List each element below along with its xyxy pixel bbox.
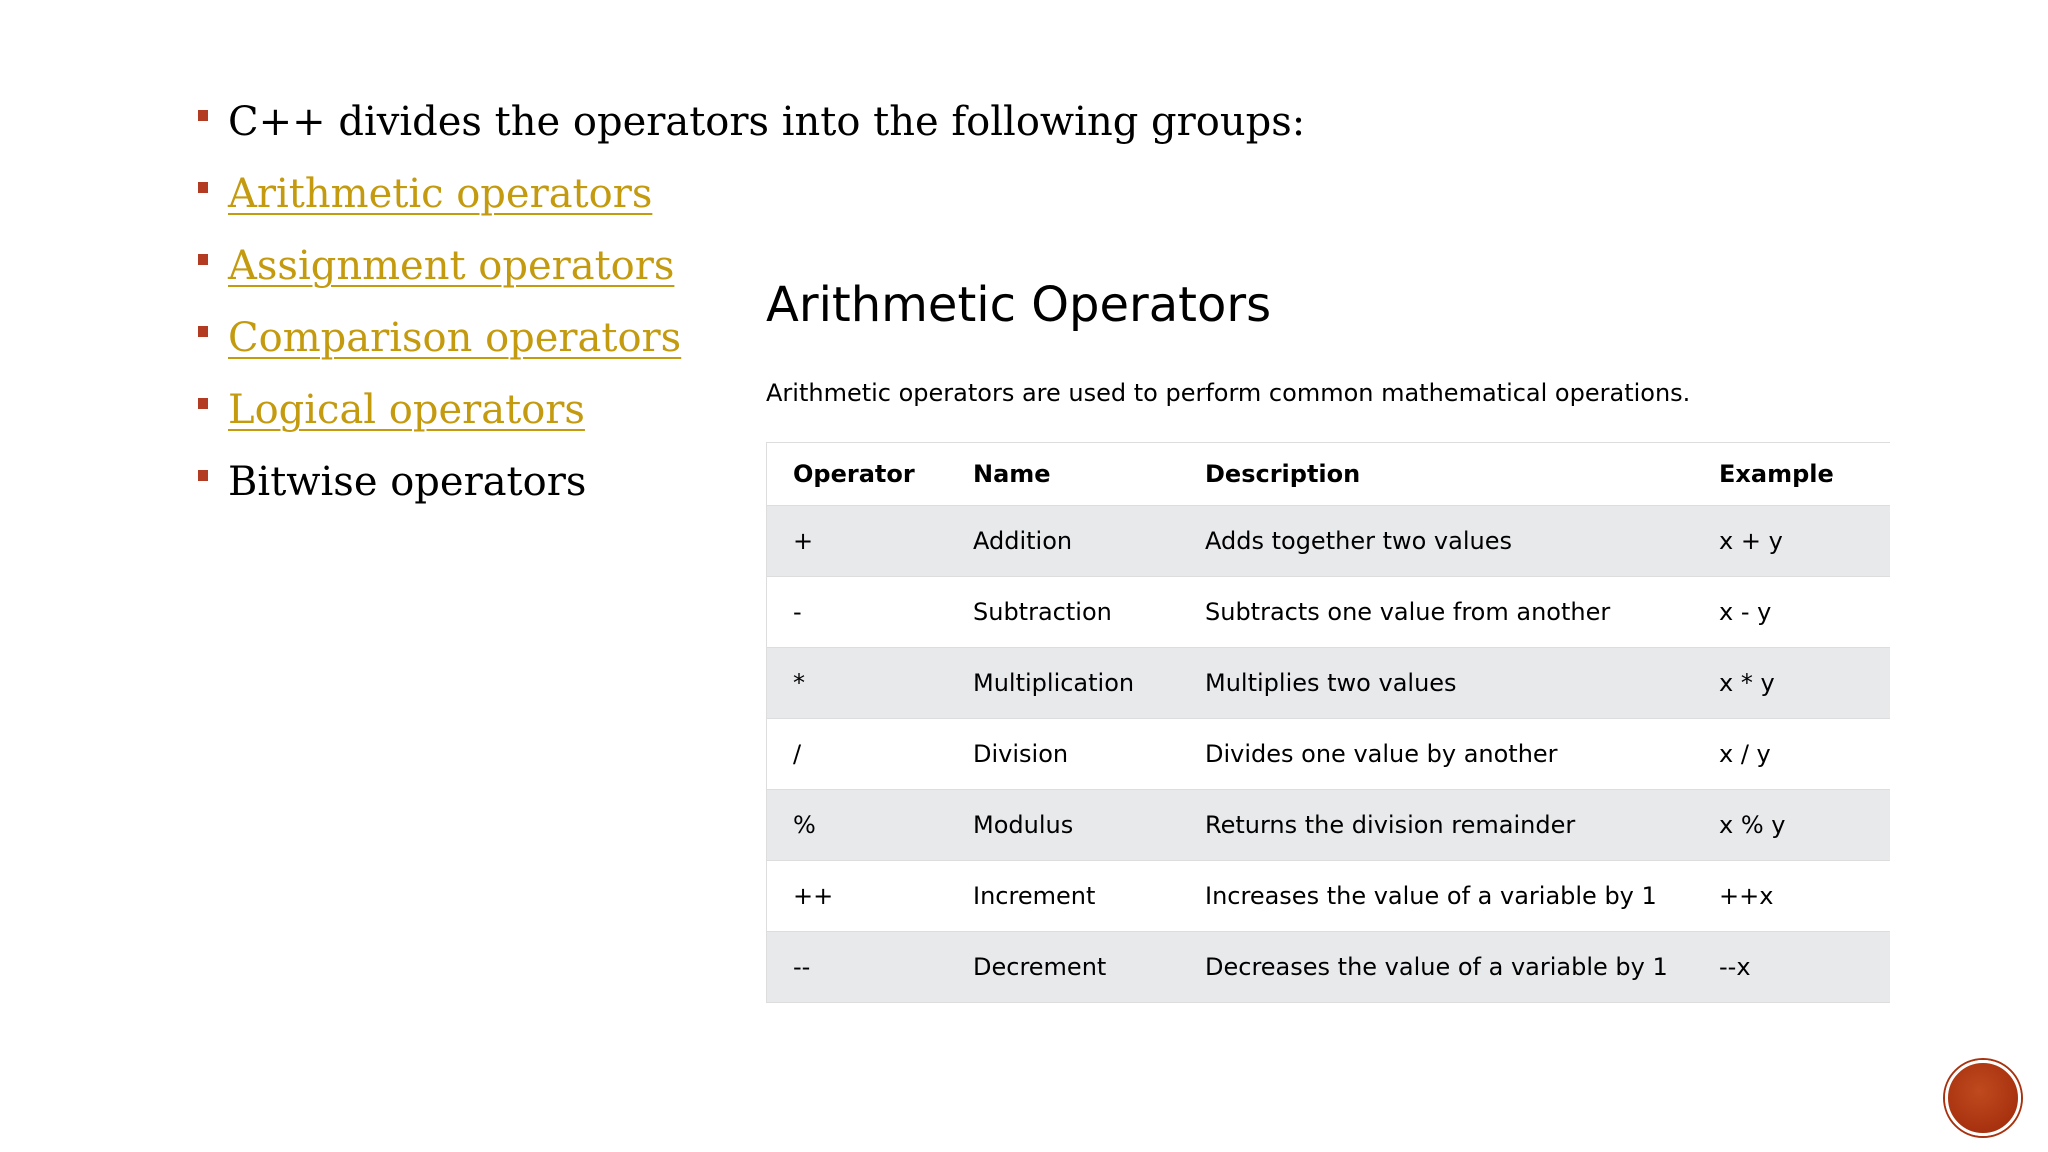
table-row <box>767 506 1891 577</box>
table-row <box>767 648 1891 719</box>
bullet-text: Bitwise operators <box>228 459 587 505</box>
cell-example: x / y <box>1693 719 1890 790</box>
cell-name: Modulus <box>947 790 1179 861</box>
panel-description: Arithmetic operators are used to perform common mathematical operations. <box>766 379 1691 407</box>
header-name: Name <box>947 443 1179 506</box>
header-example: Example <box>1693 443 1890 506</box>
cell-operator: -- <box>767 932 948 1003</box>
table-row <box>767 577 1891 648</box>
table-row <box>767 790 1891 861</box>
cell-operator: * <box>767 648 948 719</box>
cell-example: --x <box>1693 932 1890 1003</box>
cell-description: Decreases the value of a variable by 1 <box>1179 932 1693 1003</box>
cell-operator: - <box>767 577 948 648</box>
logical-operators-link[interactable]: Logical operators <box>228 387 585 433</box>
bullet-marker-icon <box>198 110 208 121</box>
header-operator: Operator <box>767 443 948 506</box>
cell-name: Multiplication <box>947 648 1179 719</box>
cell-example: x % y <box>1693 790 1890 861</box>
cell-name: Increment <box>947 861 1179 932</box>
assignment-operators-link[interactable]: Assignment operators <box>228 243 675 289</box>
cell-name: Division <box>947 719 1179 790</box>
table-row <box>767 719 1891 790</box>
cell-description: Multiplies two values <box>1179 648 1693 719</box>
cell-operator: % <box>767 790 948 861</box>
comparison-operators-link[interactable]: Comparison operators <box>228 315 682 361</box>
table-header-row <box>767 443 1891 506</box>
cell-description: Divides one value by another <box>1179 719 1693 790</box>
bullet-marker-icon <box>198 254 208 265</box>
cell-description: Adds together two values <box>1179 506 1693 577</box>
cell-description: Increases the value of a variable by 1 <box>1179 861 1693 932</box>
bullet-marker-icon <box>198 398 208 409</box>
operators-table <box>766 442 1890 1003</box>
header-description: Description <box>1179 443 1693 506</box>
bullet-marker-icon <box>198 182 208 193</box>
cell-operator: ++ <box>767 861 948 932</box>
cell-example: ++x <box>1693 861 1890 932</box>
bullet-marker-icon <box>198 470 208 481</box>
panel-title: Arithmetic Operators <box>766 277 1272 333</box>
bullet-item-intro <box>198 96 1305 168</box>
bullet-text: C++ divides the operators into the following groups: <box>228 99 1306 145</box>
cell-description: Subtracts one value from another <box>1179 577 1693 648</box>
arithmetic-operators-panel <box>766 270 1890 1003</box>
bullet-marker-icon <box>198 326 208 337</box>
table-row <box>767 932 1891 1003</box>
cell-example: x + y <box>1693 506 1890 577</box>
cell-operator: / <box>767 719 948 790</box>
cell-name: Addition <box>947 506 1179 577</box>
cell-example: x - y <box>1693 577 1890 648</box>
cell-operator: + <box>767 506 948 577</box>
cell-example: x * y <box>1693 648 1890 719</box>
cell-description: Returns the division remainder <box>1179 790 1693 861</box>
table-row <box>767 861 1891 932</box>
arithmetic-operators-link[interactable]: Arithmetic operators <box>228 171 653 217</box>
slide-nav-circle-icon[interactable] <box>1945 1060 2021 1136</box>
cell-name: Subtraction <box>947 577 1179 648</box>
cell-name: Decrement <box>947 932 1179 1003</box>
bullet-item-arithmetic[interactable] <box>198 168 1305 240</box>
